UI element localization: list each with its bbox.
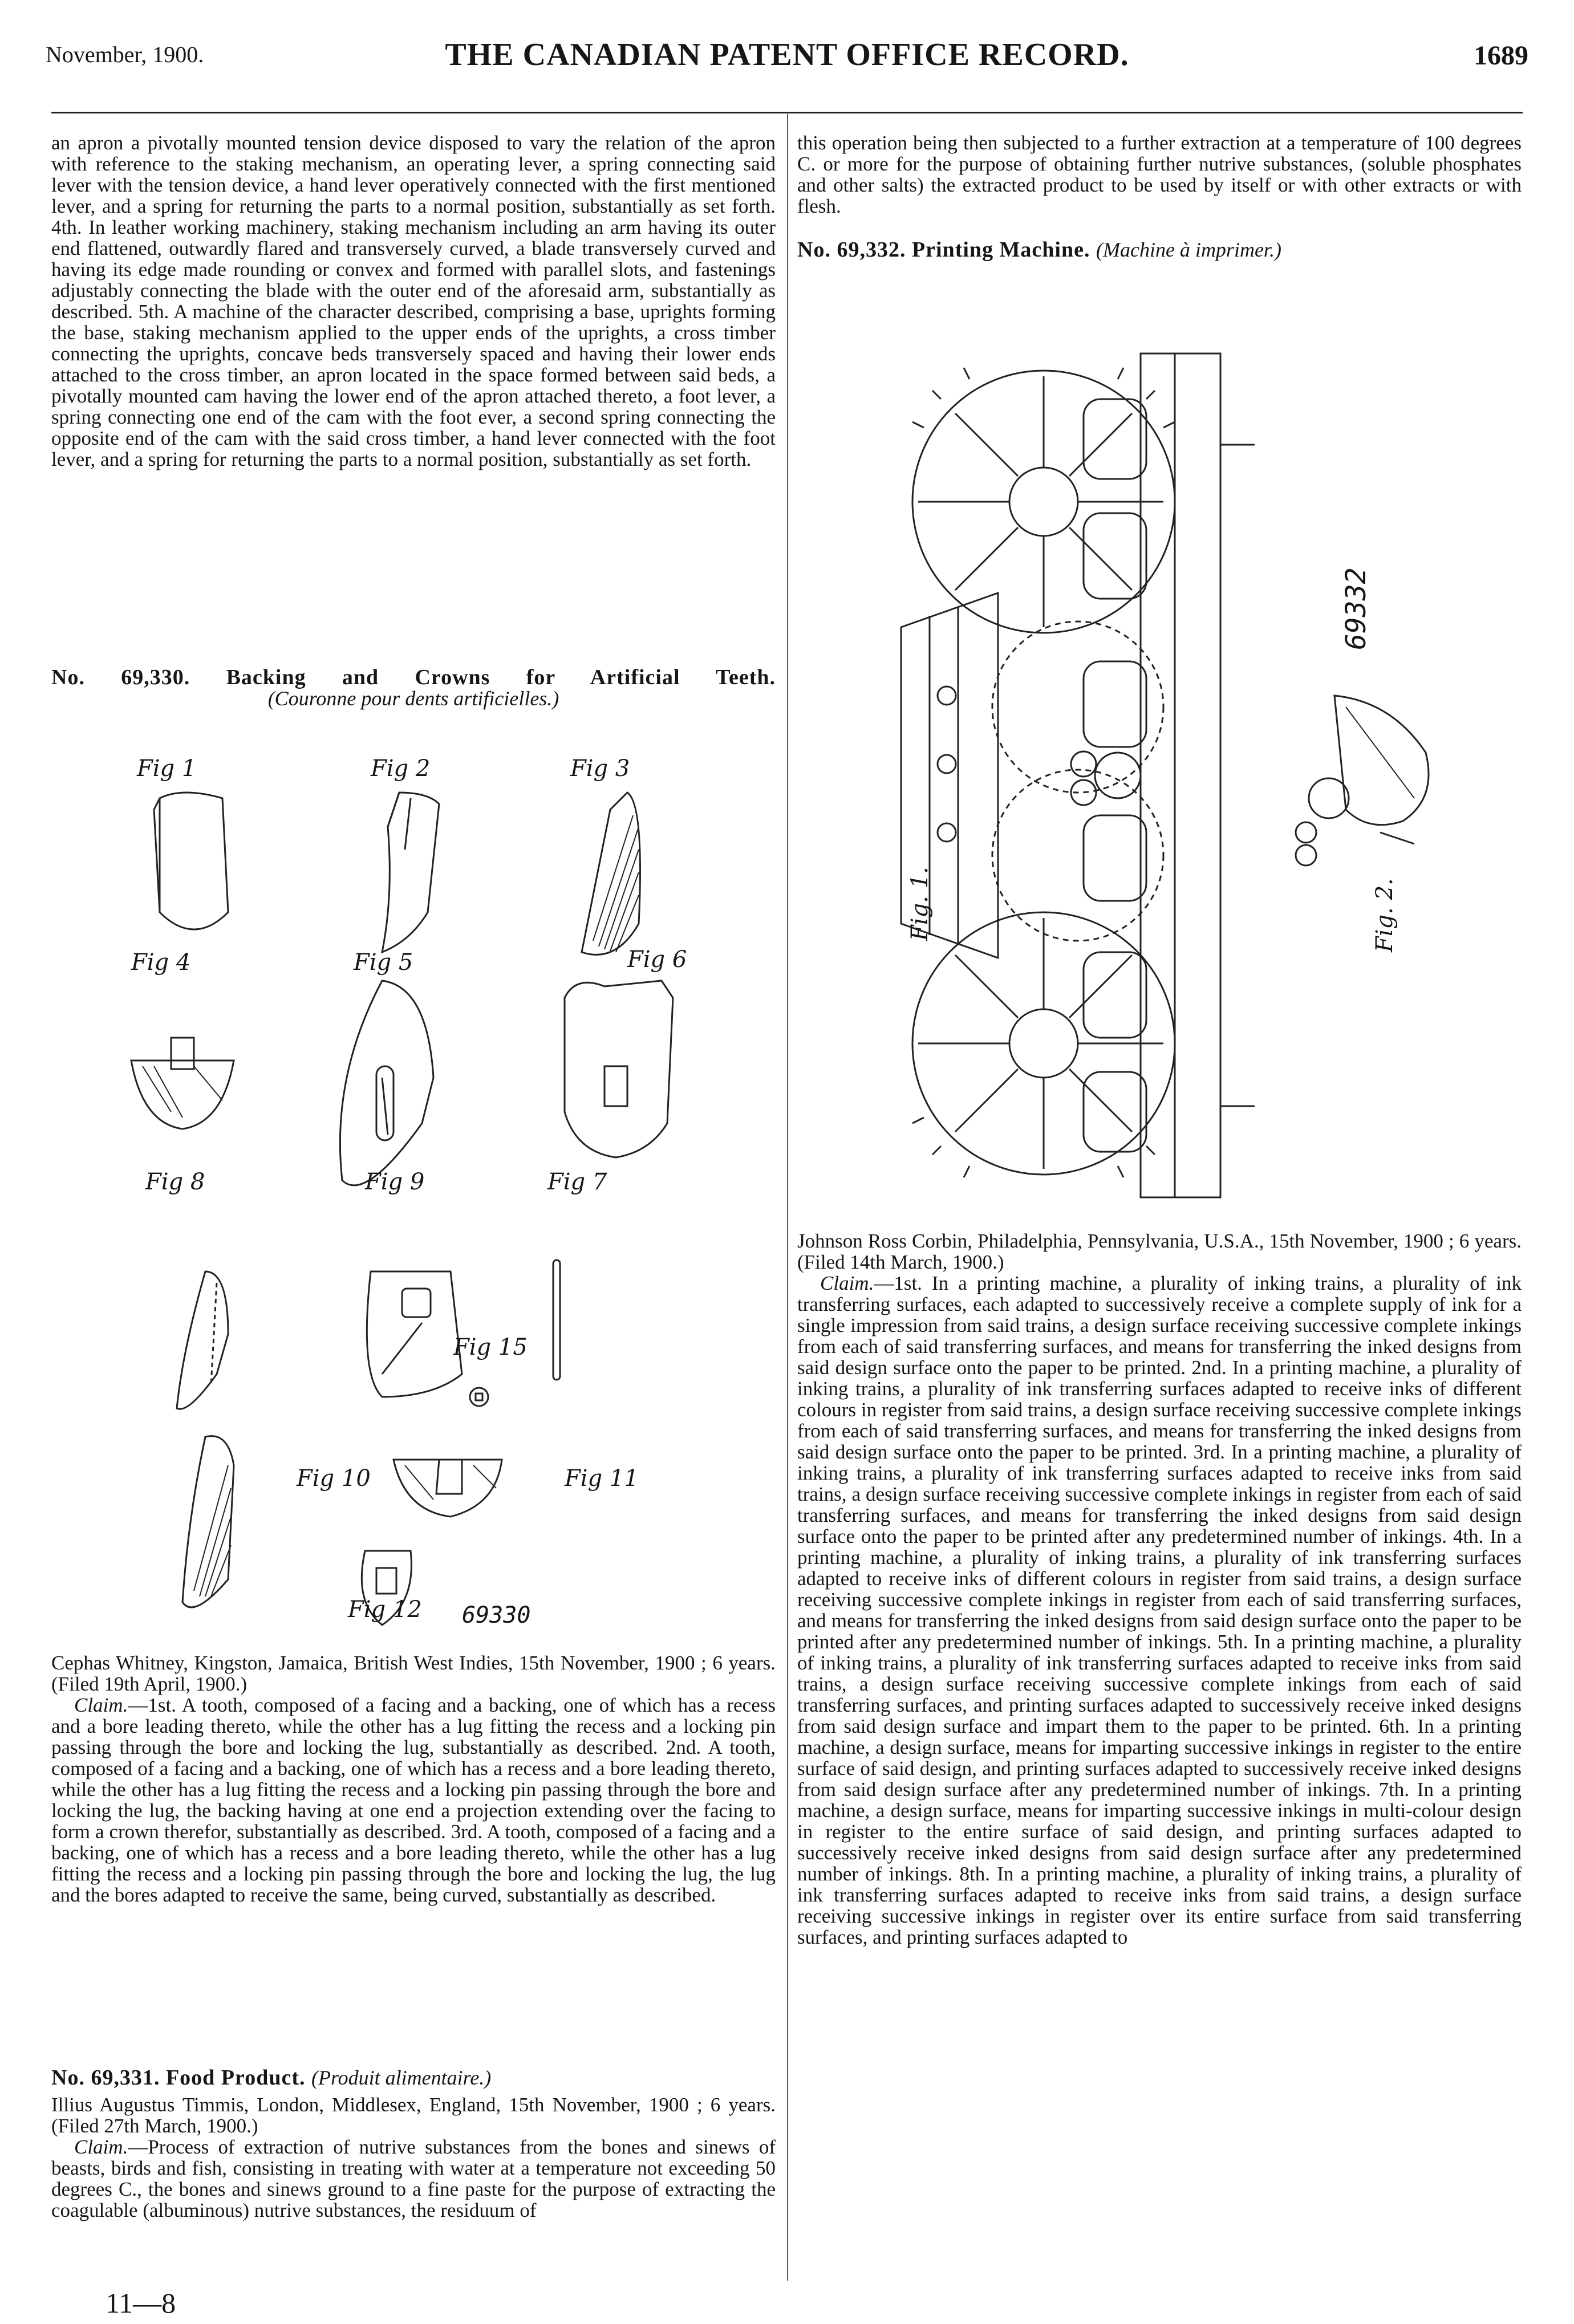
patent-69332-heading — [797, 239, 1522, 261]
fig-15-label: Fig 15 — [453, 1334, 528, 1360]
fig-11-drawing — [394, 1460, 502, 1517]
claim-label: Claim. — [820, 1272, 874, 1294]
patent-title: Food Product. — [165, 2066, 306, 2090]
patent-69331 — [51, 2067, 776, 2221]
right-continuation — [797, 132, 1522, 261]
figure-number-69330: 69330 — [462, 1602, 531, 1628]
fig-2-label: Fig 2 — [371, 755, 431, 782]
fig-9-label: Fig 9 — [365, 1169, 425, 1195]
fig-6-drawing — [565, 981, 673, 1157]
fig-5-label: Fig 5 — [354, 949, 413, 976]
fig-3-label: Fig 3 — [570, 755, 630, 782]
patent-title: Backing and Crowns for Artificial Teeth. — [226, 665, 776, 689]
fig-4-label: Fig 4 — [131, 949, 191, 976]
patent-69330-heading — [51, 667, 776, 709]
journal-title: THE CANADIAN PATENT OFFICE RECORD. — [445, 37, 1129, 72]
claim-text: —Process of extraction of nutrive substances from the bones and sinews of beasts, birds and fish, consisting in treating with water at a temperature not exceeding 50 degrees C., the bones and sinews ground to a fine paste for the purpose of extracting the coagulable (albuminous) nutrive substances, the residuum of — [51, 2136, 776, 2221]
footer-signature: 11—8 — [106, 2287, 176, 2319]
fig-10-label: Fig 10 — [297, 1465, 371, 1492]
top-gear — [912, 371, 1175, 633]
patent-inventor: Illius Augustus Timmis, London, Middlesex, England, 15th November, 1900 ; 6 years. (Filed 27th March, 1900.) — [51, 2094, 776, 2137]
claim-label: Claim. — [74, 1694, 128, 1716]
fig-1-label: Fig 1 — [137, 755, 197, 782]
header-rule — [51, 112, 1523, 113]
fig-3-drawing — [582, 793, 640, 954]
fig-4-drawing — [131, 1038, 234, 1129]
fig-2-detail — [1296, 696, 1429, 866]
patent-number: No. 69,331. — [51, 2066, 160, 2090]
patent-inventor: Cephas Whitney, Kingston, Jamaica, British West Indies, 15th November, 1900 ; 6 years. (Filed 19th April, 1900.) — [51, 1652, 776, 1695]
claim-text: —1st. A tooth, composed of a facing and a backing, one of which has a recess and a bore leading thereto, while the other has a lug fitting the recess and a locking pin passing through the bore and locking the lug, substantially as described. 2nd. A tooth, composed of a facing and a backing, one of which has a recess and a bore leading thereto, while the other has a lug fitting the recess and a locking pin passing through the bore and locking the lug, the backing having at one end a projection extending over the facing to form a crown therefor, substantially as described. 3rd. A tooth, composed of a facing and a backing, one of which has a recess and a bore leading thereto, while the other has a lug fitting the recess and a locking pin passing through the bore and locking the lug, the lug and the bores adapted to receive the same, being curved, substantially as described. — [51, 1694, 776, 1906]
fig-7-label: Fig 7 — [547, 1169, 607, 1195]
fig-1-drawing — [154, 793, 228, 929]
fig-9-drawing — [367, 1271, 462, 1397]
fig-15-drawing — [470, 1388, 488, 1406]
claim-label: Claim. — [74, 2136, 128, 2158]
patent-claim — [797, 1273, 1522, 1948]
continuation-text: this operation being then subjected to a further extraction at a temperature of 100 degrees C. or more for the purpose of obtaining further nutrive substances, (soluble phosphates and other salts) the extracted product to be used by itself or with other extracts or with flesh. — [797, 132, 1522, 217]
printing-fig-2-label: Fig. 2. — [1372, 878, 1398, 952]
fig-12-label: Fig 12 — [348, 1596, 422, 1623]
left-continuation — [51, 132, 776, 470]
patent-claim — [51, 2136, 776, 2221]
patent-french-title: (Couronne pour dents artificielles.) — [267, 687, 559, 710]
fig-7-drawing — [553, 1260, 560, 1380]
printing-fig-1-label: Fig. 1. — [907, 867, 933, 941]
continuation-text: an apron a pivotally mounted tension device disposed to vary the relation of the apron with reference to the staking mechanism, an operating lever, a spring connecting said lever with the tension device, a hand lever operatively connected with the first mentioned lever, and a spring for returning the parts to a normal position, substantially as set forth. 4th. In leather working machinery, staking mechanism including an arm having its outer end flattened, outwardly flared and transversely curved, a blade transversely curved and having its edge made rounding or convex and formed with parallel slots, and fastenings adjustably connecting the blade with the outer end of the aforesaid arm, substantially as described. 5th. A machine of the character described, comprising a base, uprights forming the base, staking mechanism applied to the upper ends of the uprights, a cross timber connecting the uprights, concave beds transversely spaced and having their lower ends attached to the cross timber, an apron located in the space formed between said beds, a pivotally mounted cam having the lower end of the apron attached thereto, a foot lever, a spring connecting one end of the cam with the foot ever, a second spring connecting the opposite end of the cam with the said cross timber, a hand lever connected with the foot lever, and a spring for returning the parts to a normal position, substantially as set forth. — [51, 132, 776, 470]
patent-inventor: Johnson Ross Corbin, Philadelphia, Pennsylvania, U.S.A., 15th November, 1900 ; 6 years. (Filed 14th March, 1900.) — [797, 1230, 1522, 1273]
fig-10-drawing — [182, 1436, 234, 1607]
column-divider — [787, 114, 788, 2281]
patent-french-title: (Produit alimentaire.) — [311, 2066, 492, 2089]
fig-11-label: Fig 11 — [565, 1465, 639, 1492]
figure-number-69332: 69332 — [1340, 567, 1372, 650]
patent-french-title: (Machine à imprimer.) — [1096, 238, 1281, 261]
fig-2-drawing — [382, 793, 439, 952]
patent-title: Printing Machine. — [911, 238, 1090, 262]
page-number: 1689 — [1474, 40, 1528, 71]
fig-6-label: Fig 6 — [627, 946, 687, 973]
patent-number: No. 69,332. — [797, 238, 906, 262]
header-date: November, 1900. — [46, 42, 204, 67]
printing-machine-figure — [855, 331, 1506, 1220]
patent-69330-body — [51, 1652, 776, 1905]
patent-number: No. 69,330. — [51, 665, 190, 689]
patent-69332-body — [797, 1230, 1522, 1948]
fig-5-drawing — [340, 981, 433, 1185]
fig-8-label: Fig 8 — [145, 1169, 205, 1195]
fig-8-drawing — [177, 1271, 228, 1409]
patent-claim — [51, 1695, 776, 1905]
bottom-gear — [912, 912, 1175, 1175]
claim-text: —1st. In a printing machine, a plurality of inking trains, a plurality of ink transferring surfaces, each adapted to successively receive a complete supply of ink for a single impression from said trains, a design surface receiving successive complete inkings from each of said transferring surfaces, and means for transferring the inked designs from said design surface onto the paper to be printed. 2nd. In a printing machine, a plurality of inking trains, a plurality of ink transferring surfaces adapted to receive inks of different colours in register from said trains, a design surface receiving successive complete inkings from each of said transferring surfaces, and means for transferring the inked designs from said design surface onto the paper to be printed. 3rd. In a printing machine, a plurality of inking trains, a plurality of ink transferring surfaces adapted to receive inks from said trains, a design surface receiving successive complete inkings in register from each of said transferring surfaces, and means for transferring the inked designs from said design surface onto the paper to be printed after any predetermined number of inkings. 4th. In a printing machine, a plurality of inking trains, a plurality of ink transferring surfaces adapted to receive inks of different colours in register from said trains, a design surface receiving successive complete inkings in register from each of said transferring surfaces, and means for transferring the inked designs from said design surface onto the paper to be printed after any predetermined number of inkings. 5th. In a printing machine, a plurality of inking trains, a plurality of ink transferring surfaces adapted to receive inks from said trains, a design surface receiving successive complete inkings from each of said transferring surfaces, and printing surfaces adapted to successively receive inked designs from said design surface and impart them to the paper to be printed. 6th. In a printing machine, a design surface, means for imparting successive inkings in register to the entire surface of said design, and printing surfaces adapted to successively receive inked designs from said design surface after any predetermined number of inkings. 7th. In a printing machine, a design surface, means for imparting successive inkings in multi-colour design in register to the entire surface of said design, and printing surfaces adapted to successively receive inked designs from said design surface after any predetermined number of inkings. 8th. In a printing machine, a plurality of inking trains, a plurality of ink transferring surfaces adapted to receive inks from said trains, a design surface receiving successive inkings in register over its entire surface from said transferring surfaces, and printing surfaces adapted to — [797, 1272, 1522, 1948]
